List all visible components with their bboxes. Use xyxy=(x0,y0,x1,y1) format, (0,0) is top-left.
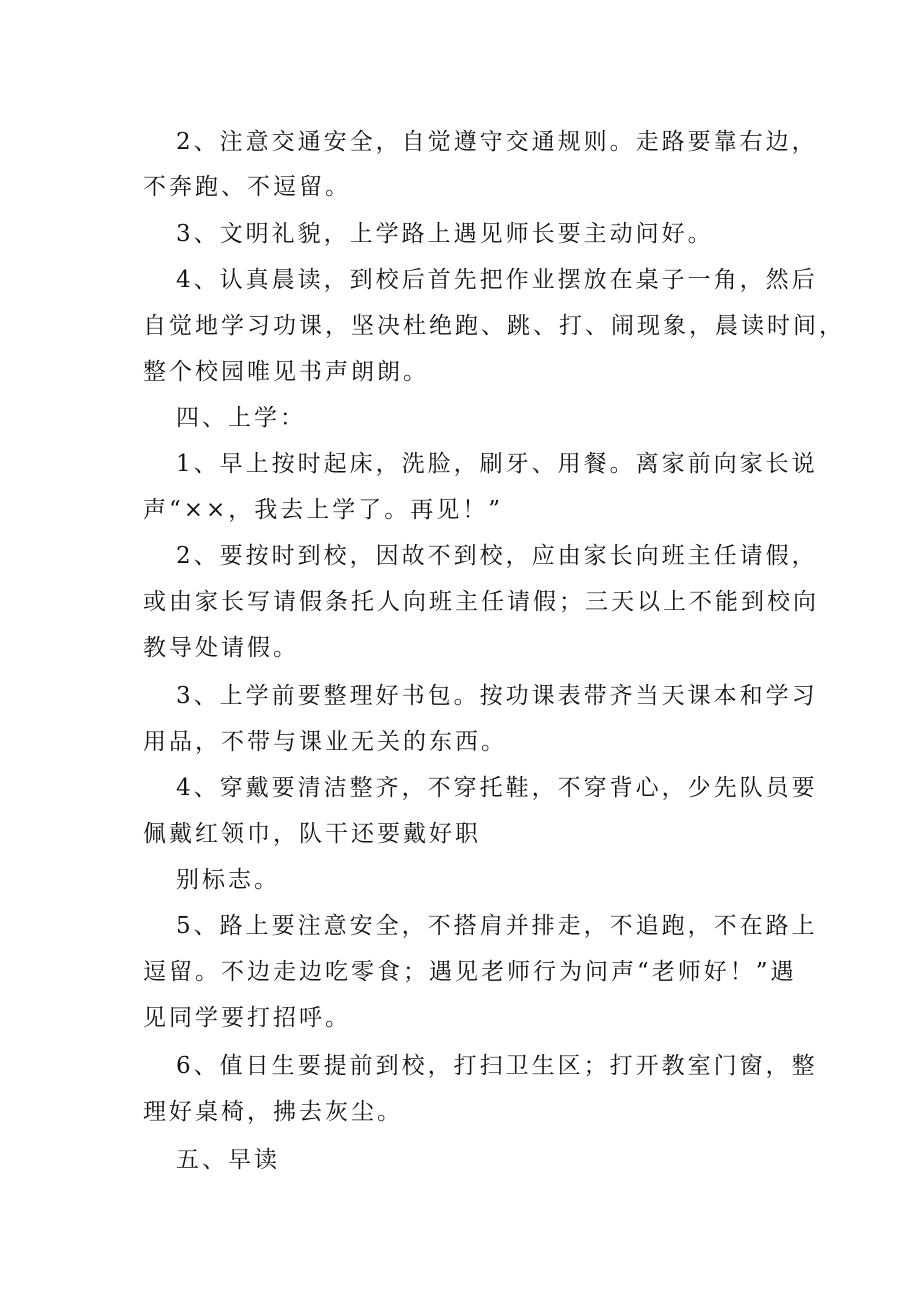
text-line: 4、认真晨读，到校后首先把作业摆放在桌子一角，然后 xyxy=(176,267,818,293)
text-line: 2、注意交通安全，自觉遵守交通规则。走路要靠右边， xyxy=(176,129,818,155)
text-line: 见同学要打招呼。 xyxy=(143,1005,351,1031)
text-line: 4、穿戴要清洁整齐，不穿托鞋，不穿背心，少先队员要 xyxy=(176,775,818,801)
text-line: 教导处请假。 xyxy=(143,635,299,661)
text-line: 逗留。不边走边吃零食；遇见老师行为问声“老师好！”遇 xyxy=(143,959,797,985)
text-line: 1、早上按时起床，洗脸，刷牙、用餐。离家前向家长说 xyxy=(176,451,818,477)
section-heading: 四、上学： xyxy=(176,405,306,431)
text-line: 3、文明礼貌，上学路上遇见师长要主动问好。 xyxy=(176,221,714,247)
text-line: 6、值日生要提前到校，打扫卫生区；打开教室门窗，整 xyxy=(176,1053,818,1079)
text-line: 理好桌椅，拂去灰尘。 xyxy=(143,1099,403,1125)
text-line: 用品，不带与课业无关的东西。 xyxy=(143,729,507,755)
text-line: 自觉地学习功课，坚决杜绝跑、跳、打、闹现象，晨读时间， xyxy=(143,313,845,339)
text-line: 5、路上要注意安全，不搭肩并排走，不追跑，不在路上 xyxy=(176,913,818,939)
section-heading: 五、早读 xyxy=(176,1147,280,1173)
text-line: 或由家长写请假条托人向班主任请假；三天以上不能到校向 xyxy=(143,589,819,615)
text-line: 声“××，我去上学了。再见！” xyxy=(143,497,504,523)
text-line: 不奔跑、不逗留。 xyxy=(143,174,351,200)
text-line: 别标志。 xyxy=(176,867,280,893)
text-line: 2、要按时到校，因故不到校，应由家长向班主任请假， xyxy=(176,543,818,569)
text-line: 佩戴红领巾，队干还要戴好职 xyxy=(143,821,481,847)
text-line: 3、上学前要整理好书包。按功课表带齐当天课本和学习 xyxy=(176,683,818,709)
text-line: 整个校园唯见书声朗朗。 xyxy=(143,359,429,385)
